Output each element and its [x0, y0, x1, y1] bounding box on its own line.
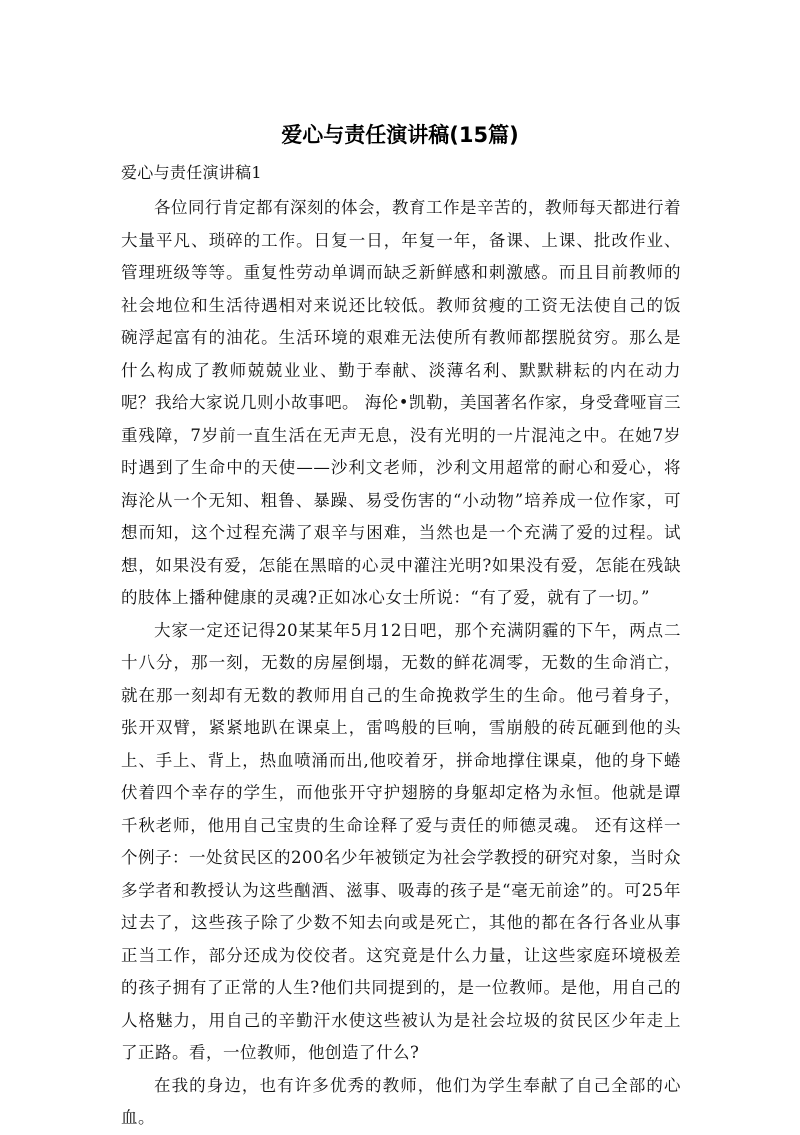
document-body: [121, 192, 681, 1135]
paragraph-1: 各位同行肯定都有深刻的体会，教育工作是辛苦的，教师每天都进行着大量平凡、琐碎的工作。日复一日，年复一年，备课、上课、批改作业、管理班级等等。重复性劳动单调而缺乏新鲜感和刺激感。而且目前教师的社会地位和生活待遇相对来说还比较低。教师贫瘦的工资无法使自己的饭碗浮起富有的油花。生活环境的艰难无法使所有教师都摆脱贫穷。那么是什么构成了教师兢兢业业、勤于奉献、淡薄名利、默默耕耘的内在动力呢？我给大家说几则小故事吧。 海伦•凯勒，美国著名作家，身受聋哑盲三重残障，7岁前一直生活在无声无息，没有光明的一片混沌之中。在她7岁时遇到了生命中的天使——沙利文老师，沙利文用超常的耐心和爱心，将海沦从一个无知、粗鲁、暴躁、易受伤害的“小动物”培养成一位作家，可想而知，这个过程充满了艰辛与困难，当然也是一个充满了爱的过程。试想，如果没有爱，怎能在黑暗的心灵中灌注光明?如果没有爱，怎能在残缺的肢体上播种健康的灵魂?正如冰心女士所说：“有了爱，就有了一切。”: [121, 198, 681, 607]
document-title: 爱心与责任演讲稿(15篇): [281, 123, 519, 147]
paragraph-2: 大家一定还记得20某某年5月12日吧，那个充满阴霾的下午，两点二十八分，那一刻，无数的房屋倒塌，无数的鲜花凋零，无数的生命消亡，就在那一刻却有无数的教师用自己的生命挽救学生的生命。他弓着身子，张开双臂，紧紧地趴在课桌上，雷鸣般的巨响，雪崩般的砖瓦砸到他的头上、手上、背上，热血喷涌而出,他咬着牙，拼命地撑住课桌，他的身下蜷伏着四个幸存的学生，而他张开守护翅膀的身躯却定格为永恒。他就是谭千秋老师，他用自己宝贵的生命诠释了爱与责任的师德灵魂。 还有这样一个例子：一处贫民区的200名少年被锁定为社会学教授的研究对象，当时众多学者和教授认为这些酗酒、滋事、吸毒的孩子是“毫无前途”的。可25年过去了，这些孩子除了少数不知去向或是死亡，其他的都在各行各业从事正当工作，部分还成为佼佼者。这究竟是什么力量，让这些家庭环境极差的孩子拥有了正常的人生?他们共同提到的，是一位教师。是他，用自己的人格魅力，用自己的辛勤汗水使这些被认为是社会垃圾的贫民区少年走上了正路。看，一位教师，他创造了什么?: [121, 620, 681, 1062]
document-subtitle: 爱心与责任演讲稿1: [121, 163, 262, 182]
paragraph-3: 在我的身边，也有许多优秀的教师，他们为学生奉献了自己全部的心血。: [121, 1075, 681, 1127]
